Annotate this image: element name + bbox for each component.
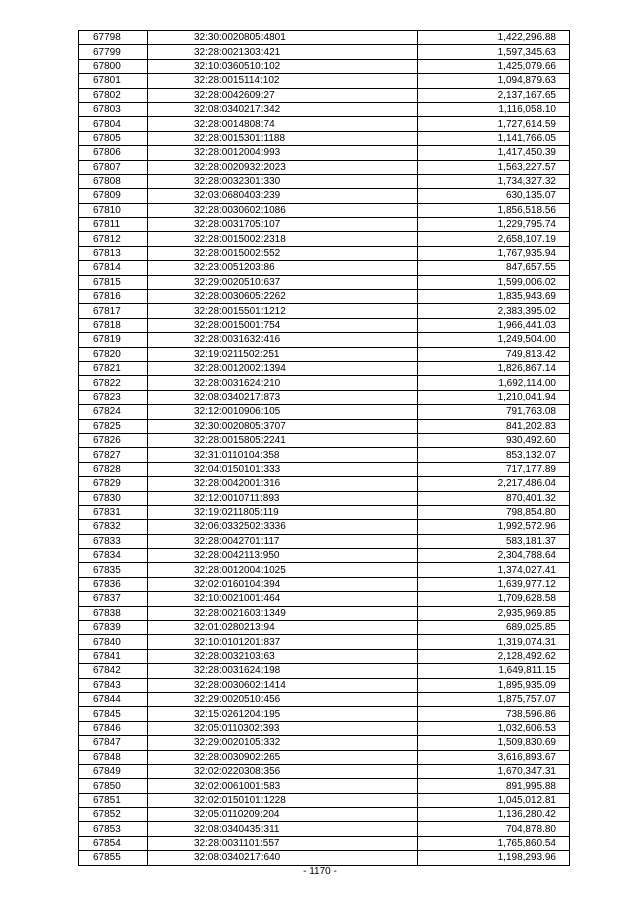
value-cell: 1,895,935.09 [418,678,570,692]
value-cell: 749,813.42 [418,347,570,361]
table-row [79,347,570,361]
table-row [79,246,570,260]
row-number-cell: 67819 [79,333,148,347]
table-row [79,736,570,750]
cadastral-number-cell: 32:19:0211502:251 [148,347,418,361]
cadastral-number-cell: 32:28:0014808:74 [148,117,418,131]
value-cell: 1,136,280.42 [418,808,570,822]
table-row [79,606,570,620]
value-cell: 1,709,628.58 [418,592,570,606]
cadastral-number-cell: 32:12:0010711:893 [148,491,418,505]
table-row [79,390,570,404]
cadastral-number-cell: 32:10:0021001:464 [148,592,418,606]
table-row [79,419,570,433]
cadastral-number-cell: 32:28:0042701:117 [148,534,418,548]
row-number-cell: 67812 [79,232,148,246]
table-row [79,232,570,246]
cadastral-number-cell: 32:31:0110104:358 [148,448,418,462]
cadastral-number-cell: 32:15:0261204:195 [148,707,418,721]
value-cell: 1,856,518.56 [418,203,570,217]
value-cell: 1,249,504.00 [418,333,570,347]
row-number-cell: 67825 [79,419,148,433]
cadastral-number-cell: 32:29:0020510:637 [148,275,418,289]
table-row [79,31,570,45]
cadastral-number-cell: 32:28:0031624:198 [148,664,418,678]
cadastral-number-cell: 32:02:0160104:394 [148,577,418,591]
table-row [79,707,570,721]
table-row [79,189,570,203]
cadastral-number-cell: 32:28:0015501:1212 [148,304,418,318]
table-row [79,664,570,678]
row-number-cell: 67805 [79,131,148,145]
row-number-cell: 67831 [79,505,148,519]
row-number-cell: 67823 [79,390,148,404]
value-cell: 1,992,572.96 [418,520,570,534]
row-number-cell: 67806 [79,146,148,160]
row-number-cell: 67807 [79,160,148,174]
row-number-cell: 67848 [79,750,148,764]
value-cell: 1,210,041.94 [418,390,570,404]
value-cell: 738,596.86 [418,707,570,721]
value-cell: 1,374,027.41 [418,563,570,577]
table-row [79,376,570,390]
table-row [79,793,570,807]
cadastral-number-cell: 32:28:0012002:1394 [148,361,418,375]
cadastral-number-cell: 32:28:0031705:107 [148,218,418,232]
value-cell: 1,509,830.69 [418,736,570,750]
table-row [79,405,570,419]
value-cell: 2,383,395.02 [418,304,570,318]
value-cell: 2,217,486.04 [418,477,570,491]
table-row [79,764,570,778]
row-number-cell: 67822 [79,376,148,390]
cadastral-number-cell: 32:28:0031632:416 [148,333,418,347]
value-cell: 1,116,058.10 [418,102,570,116]
row-number-cell: 67798 [79,31,148,45]
row-number-cell: 67852 [79,808,148,822]
row-number-cell: 67832 [79,520,148,534]
table-row [79,117,570,131]
cadastral-number-cell: 32:28:0021303:421 [148,45,418,59]
value-cell: 1,692,114.00 [418,376,570,390]
row-number-cell: 67827 [79,448,148,462]
row-number-cell: 67809 [79,189,148,203]
table-row [79,505,570,519]
cadastral-number-cell: 32:28:0030902:265 [148,750,418,764]
row-number-cell: 67811 [79,218,148,232]
table-row [79,836,570,850]
table-row [79,621,570,635]
table-row [79,45,570,59]
cadastral-number-cell: 32:04:0150101:333 [148,462,418,476]
value-cell: 1,765,860.54 [418,836,570,850]
table-row [79,290,570,304]
row-number-cell: 67828 [79,462,148,476]
value-cell: 1,597,345.63 [418,45,570,59]
table-row [79,592,570,606]
cadastral-number-cell: 32:23:0051203:86 [148,261,418,275]
row-number-cell: 67835 [79,563,148,577]
table-row [79,218,570,232]
cadastral-number-cell: 32:28:0020932:2023 [148,160,418,174]
cadastral-number-cell: 32:19:0211805:119 [148,505,418,519]
cadastral-number-cell: 32:28:0015301:1188 [148,131,418,145]
value-cell: 798,854.80 [418,505,570,519]
cadastral-number-cell: 32:10:0360510:102 [148,59,418,73]
value-cell: 1,599,006.02 [418,275,570,289]
cadastral-number-cell: 32:02:0220308:356 [148,764,418,778]
value-cell: 1,094,879.63 [418,74,570,88]
row-number-cell: 67826 [79,433,148,447]
table-row [79,577,570,591]
cadastral-number-cell: 32:28:0015002:552 [148,246,418,260]
cadastral-number-cell: 32:01:0280213:94 [148,621,418,635]
value-cell: 2,935,969.85 [418,606,570,620]
table-row [79,361,570,375]
row-number-cell: 67836 [79,577,148,591]
row-number-cell: 67842 [79,664,148,678]
table-row [79,750,570,764]
row-number-cell: 67841 [79,649,148,663]
value-cell: 1,966,441.03 [418,318,570,332]
table-row [79,563,570,577]
value-cell: 1,826,867.14 [418,361,570,375]
value-cell: 1,229,795.74 [418,218,570,232]
table-row [79,692,570,706]
value-cell: 2,658,107.19 [418,232,570,246]
row-number-cell: 67808 [79,174,148,188]
table-row [79,131,570,145]
cadastral-number-cell: 32:12:0010906:105 [148,405,418,419]
table-row [79,520,570,534]
table-body [79,31,570,866]
value-cell: 689,025.85 [418,621,570,635]
row-number-cell: 67846 [79,721,148,735]
page-number: - 1170 - [303,866,337,877]
row-number-cell: 67803 [79,102,148,116]
value-cell: 841,202.83 [418,419,570,433]
value-cell: 1,734,327.32 [418,174,570,188]
row-number-cell: 67843 [79,678,148,692]
row-number-cell: 67838 [79,606,148,620]
value-cell: 1,649,811.15 [418,664,570,678]
table-row [79,59,570,73]
value-cell: 1,639,977.12 [418,577,570,591]
row-number-cell: 67854 [79,836,148,850]
value-cell: 1,563,227.57 [418,160,570,174]
value-cell: 1,417,450.39 [418,146,570,160]
cadastral-number-cell: 32:28:0031624:210 [148,376,418,390]
cadastral-number-cell: 32:28:0012004:1025 [148,563,418,577]
value-cell: 1,727,614.59 [418,117,570,131]
cadastral-number-cell: 32:28:0032301:330 [148,174,418,188]
cadastral-number-cell: 32:28:0021603:1349 [148,606,418,620]
row-number-cell: 67839 [79,621,148,635]
table-row [79,635,570,649]
table-row [79,448,570,462]
cadastral-number-cell: 32:30:0020805:4801 [148,31,418,45]
row-number-cell: 67816 [79,290,148,304]
cadastral-number-cell: 32:05:0110302:393 [148,721,418,735]
row-number-cell: 67829 [79,477,148,491]
row-number-cell: 67855 [79,851,148,865]
value-cell: 704,878.80 [418,822,570,836]
table-row [79,491,570,505]
value-cell: 1,319,074.31 [418,635,570,649]
cadastral-number-cell: 32:02:0061001:583 [148,779,418,793]
cadastral-number-cell: 32:05:0110209:204 [148,808,418,822]
row-number-cell: 67801 [79,74,148,88]
value-cell: 1,835,943.69 [418,290,570,304]
row-number-cell: 67847 [79,736,148,750]
cadastral-number-cell: 32:29:0020510:456 [148,692,418,706]
row-number-cell: 67818 [79,318,148,332]
value-cell: 1,425,079.66 [418,59,570,73]
cadastral-number-cell: 32:28:0030605:2262 [148,290,418,304]
table-row [79,261,570,275]
cadastral-number-cell: 32:02:0150101:1228 [148,793,418,807]
row-number-cell: 67800 [79,59,148,73]
value-cell: 717,177.89 [418,462,570,476]
value-cell: 1,045,012.81 [418,793,570,807]
row-number-cell: 67804 [79,117,148,131]
value-cell: 930,492.60 [418,433,570,447]
table-row [79,462,570,476]
cadastral-number-cell: 32:28:0015002:2318 [148,232,418,246]
cadastral-number-cell: 32:28:0015114:102 [148,74,418,88]
row-number-cell: 67815 [79,275,148,289]
table-row [79,318,570,332]
cadastral-number-cell: 32:28:0030602:1414 [148,678,418,692]
table-row [79,649,570,663]
row-number-cell: 67853 [79,822,148,836]
table-row [79,174,570,188]
table-row [79,433,570,447]
row-number-cell: 67802 [79,88,148,102]
value-cell: 1,141,766.05 [418,131,570,145]
row-number-cell: 67849 [79,764,148,778]
row-number-cell: 67845 [79,707,148,721]
row-number-cell: 67820 [79,347,148,361]
table-row [79,851,570,865]
table-row [79,275,570,289]
row-number-cell: 67837 [79,592,148,606]
cadastral-number-cell: 32:28:0042113:950 [148,549,418,563]
value-cell: 791,763.08 [418,405,570,419]
value-cell: 891,995.88 [418,779,570,793]
cadastral-number-cell: 32:28:0015805:2241 [148,433,418,447]
row-number-cell: 67821 [79,361,148,375]
table-row [79,808,570,822]
table-row [79,74,570,88]
row-number-cell: 67840 [79,635,148,649]
value-cell: 583,181.37 [418,534,570,548]
table-row [79,534,570,548]
cadastral-number-cell: 32:06:0332502:3336 [148,520,418,534]
value-cell: 630,135.07 [418,189,570,203]
cadastral-number-cell: 32:28:0030602:1086 [148,203,418,217]
row-number-cell: 67817 [79,304,148,318]
value-cell: 1,670,347.31 [418,764,570,778]
value-cell: 853,132.07 [418,448,570,462]
cadastral-number-cell: 32:08:0340435:311 [148,822,418,836]
cadastral-number-cell: 32:08:0340217:342 [148,102,418,116]
table-row [79,549,570,563]
cadastral-number-cell: 32:28:0012004:993 [148,146,418,160]
table-row [79,822,570,836]
value-cell: 1,198,293.96 [418,851,570,865]
cadastral-number-cell: 32:10:0101201:837 [148,635,418,649]
cadastral-number-cell: 32:28:0032103:63 [148,649,418,663]
cadastral-number-cell: 32:28:0042609:27 [148,88,418,102]
row-number-cell: 67833 [79,534,148,548]
value-cell: 1,875,757.07 [418,692,570,706]
value-cell: 1,767,935.94 [418,246,570,260]
cadastral-number-cell: 32:28:0031101:557 [148,836,418,850]
row-number-cell: 67844 [79,692,148,706]
row-number-cell: 67813 [79,246,148,260]
table-row [79,88,570,102]
table-row [79,333,570,347]
value-cell: 1,032,606.53 [418,721,570,735]
cadastral-number-cell: 32:03:0680403:239 [148,189,418,203]
row-number-cell: 67834 [79,549,148,563]
table-row [79,678,570,692]
cadastral-number-cell: 32:08:0340217:873 [148,390,418,404]
value-cell: 2,128,492.62 [418,649,570,663]
table-row [79,779,570,793]
cadastral-value-table [78,30,570,866]
row-number-cell: 67830 [79,491,148,505]
row-number-cell: 67850 [79,779,148,793]
value-cell: 3,616,893.67 [418,750,570,764]
value-cell: 2,137,167.65 [418,88,570,102]
row-number-cell: 67824 [79,405,148,419]
value-cell: 870,401.32 [418,491,570,505]
table-row [79,102,570,116]
row-number-cell: 67799 [79,45,148,59]
cadastral-number-cell: 32:28:0015001:754 [148,318,418,332]
row-number-cell: 67814 [79,261,148,275]
table-row [79,160,570,174]
table-row [79,477,570,491]
value-cell: 2,304,788.64 [418,549,570,563]
cadastral-number-cell: 32:30:0020805:3707 [148,419,418,433]
cadastral-number-cell: 32:29:0020105:332 [148,736,418,750]
table-row [79,304,570,318]
row-number-cell: 67810 [79,203,148,217]
table-row [79,146,570,160]
value-cell: 847,657.55 [418,261,570,275]
value-cell: 1,422,296.88 [418,31,570,45]
table-row [79,203,570,217]
table-row [79,721,570,735]
row-number-cell: 67851 [79,793,148,807]
cadastral-number-cell: 32:08:0340217:640 [148,851,418,865]
cadastral-number-cell: 32:28:0042001:316 [148,477,418,491]
